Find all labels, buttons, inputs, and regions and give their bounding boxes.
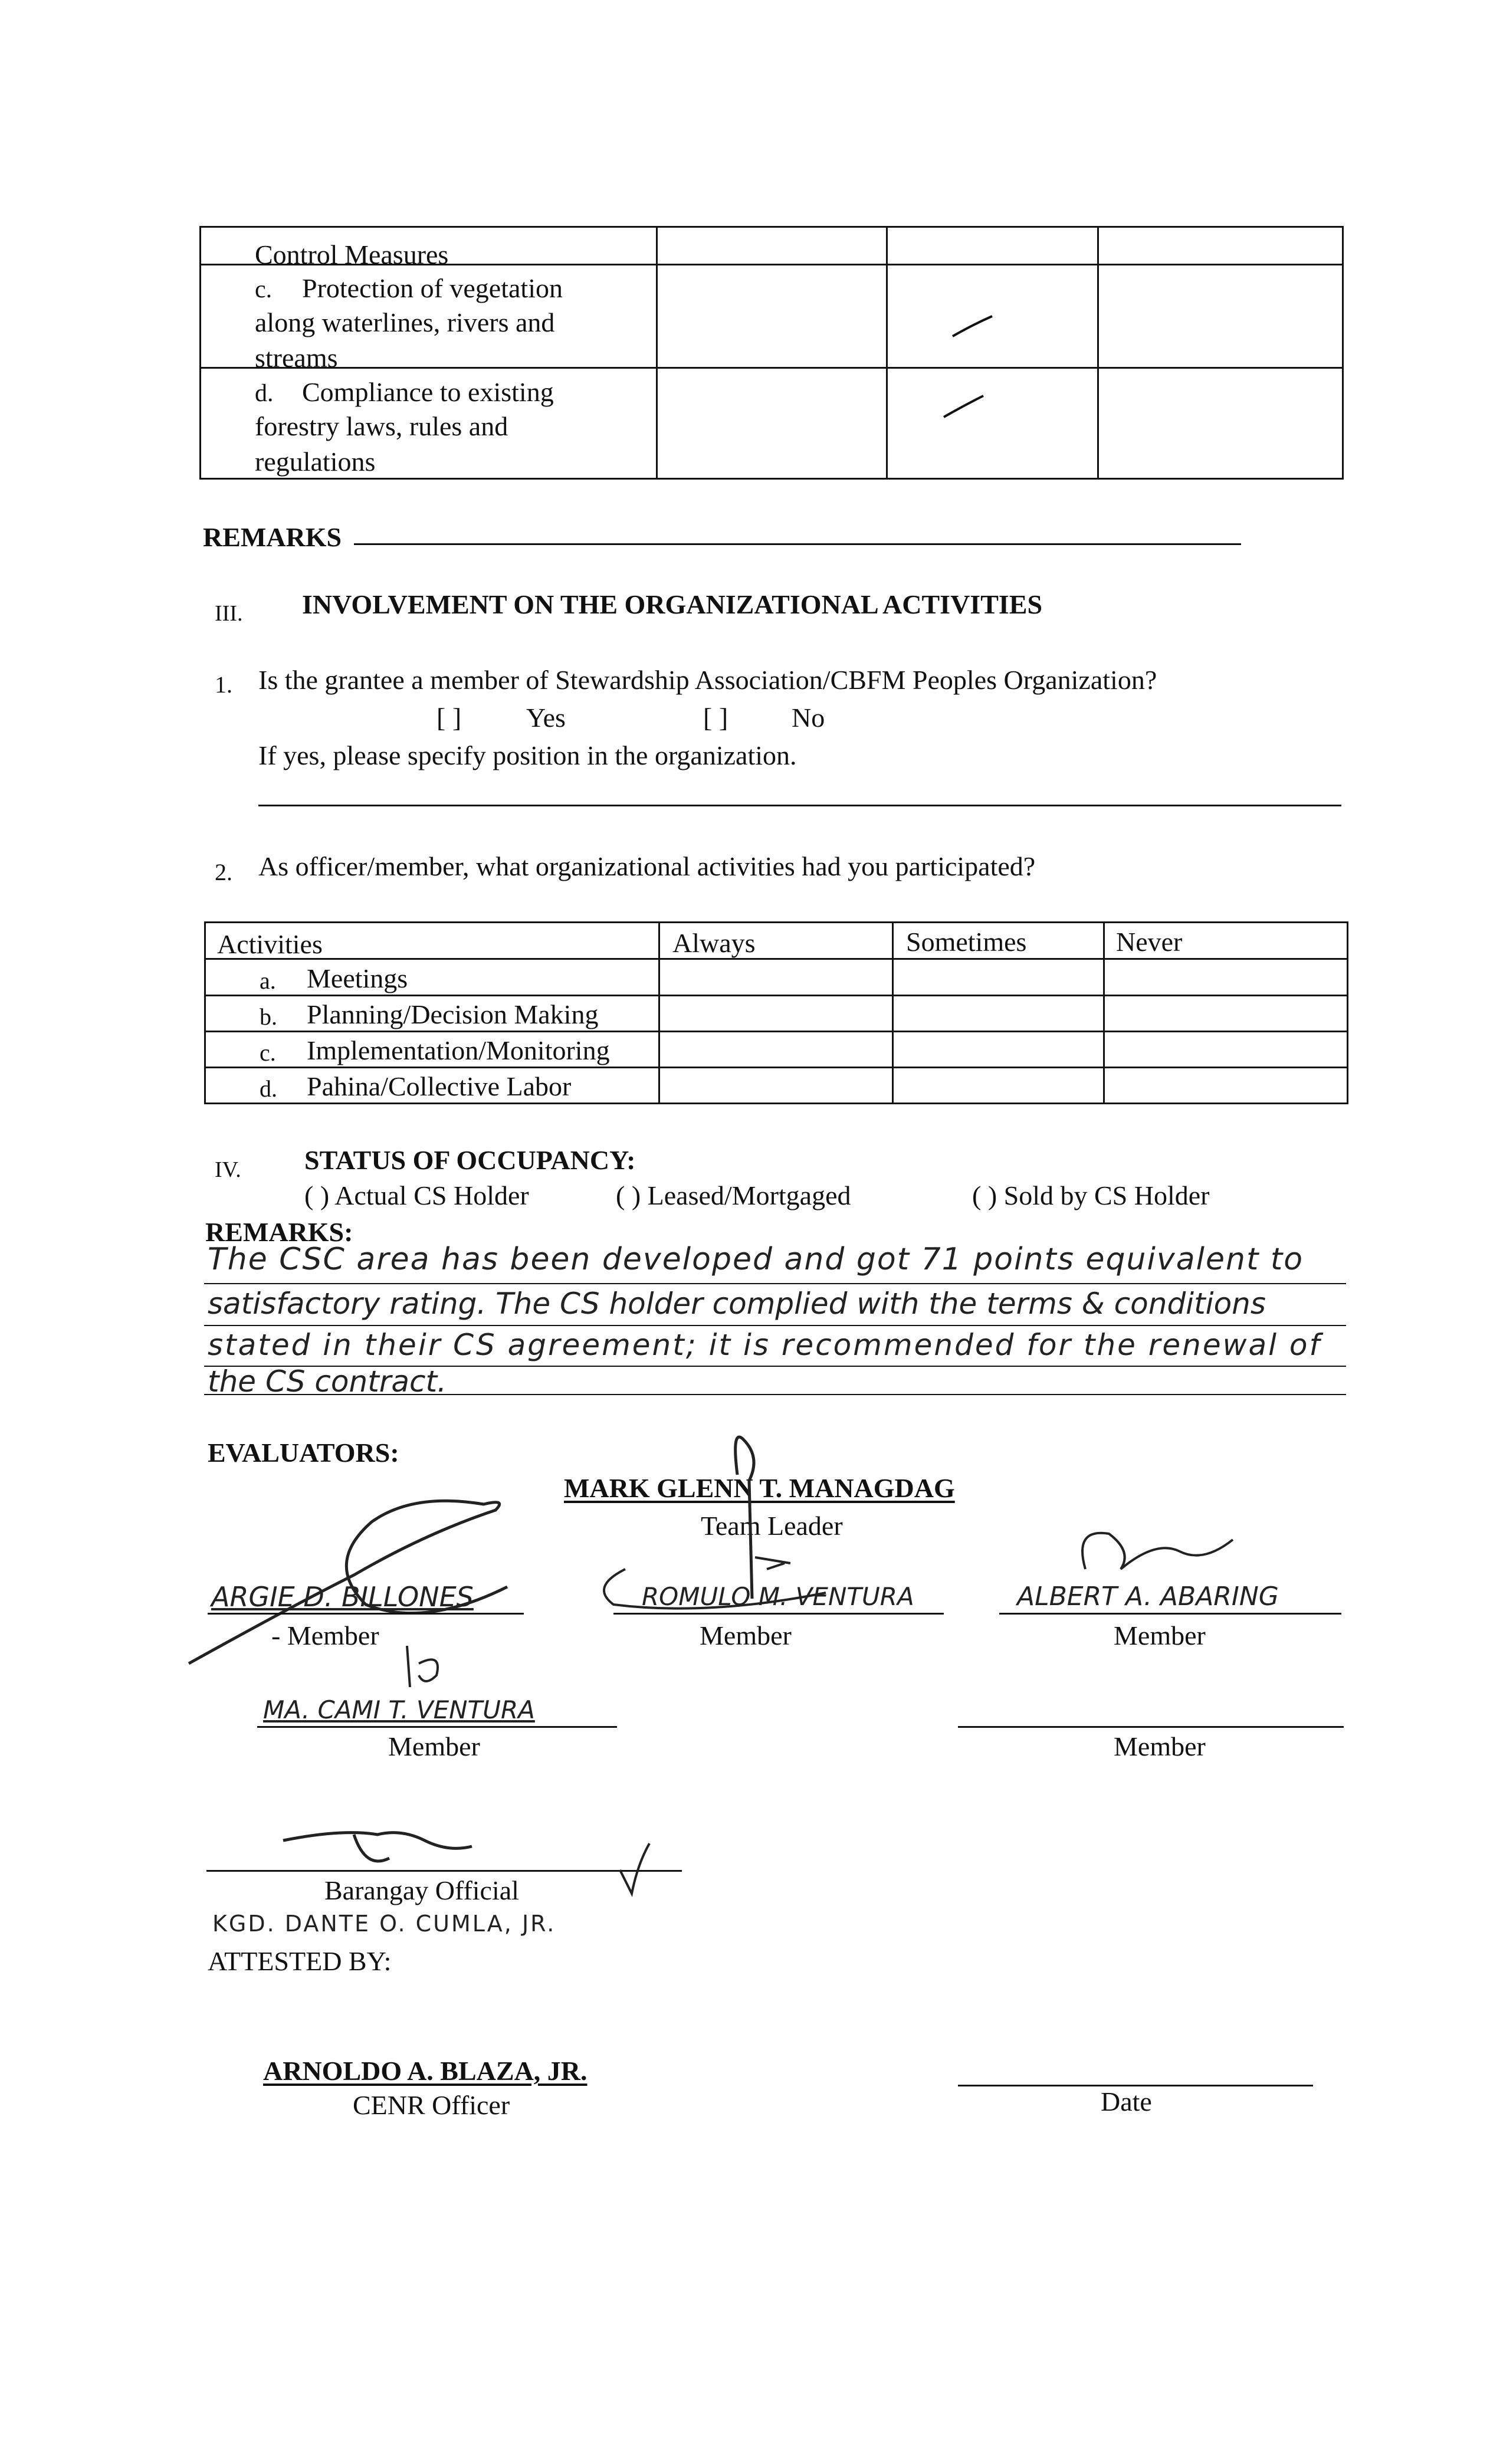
position-line (258, 805, 1341, 806)
member1-name: ARGIE D. BILLONES (211, 1581, 474, 1613)
member2-name: ROMULO M. VENTURA (642, 1582, 914, 1611)
barangay-official-signature (271, 1823, 495, 1876)
table2-row-a-letter: a. (260, 967, 276, 994)
cenr-officer-role: CENR Officer (353, 2090, 510, 2120)
member4-name: MA. CAMI T. VENTURA (263, 1695, 535, 1724)
section4-title: STATUS OF OCCUPANCY: (304, 1145, 636, 1175)
table2-row-c-letter: c. (260, 1039, 276, 1066)
table2-header-never: Never (1116, 927, 1183, 957)
table2-row-c-label: Implementation/Monitoring (307, 1035, 610, 1065)
barangay-official-name: KGD. DANTE O. CUMLA, JR. (212, 1911, 556, 1937)
remarks-hand-line2: satisfactory rating. The CS holder complied with the terms & conditions (208, 1287, 1266, 1321)
checkmark-icon (941, 392, 988, 422)
table2-row-d-label: Pahina/Collective Labor (307, 1071, 572, 1101)
table1-row-d-letter: d. (255, 380, 274, 407)
member2-role: Member (700, 1620, 792, 1651)
remarks-hand-line4: the CS contract. (208, 1364, 447, 1399)
table2-row-b-letter: b. (260, 1003, 277, 1030)
checkmark-icon (950, 313, 997, 342)
member1-role: - Member (271, 1620, 379, 1651)
member5-signature-line (958, 1726, 1344, 1728)
table2-row-b-label: Planning/Decision Making (307, 999, 599, 1029)
date-label: Date (1101, 2086, 1152, 2117)
team-leader-role: Team Leader (701, 1511, 843, 1541)
evaluators-label: EVALUATORS: (208, 1438, 399, 1468)
no-label: No (792, 703, 825, 733)
member5-role: Member (1114, 1731, 1206, 1761)
status-remarks-label: REMARKS: (205, 1217, 353, 1247)
table1-row-d-line1: Compliance to existing (302, 377, 554, 407)
member3-signature (1062, 1516, 1251, 1587)
remarks-hand-line1: The CSC area has been developed and got 71 points equivalent to (208, 1242, 1304, 1277)
member4-role: Member (388, 1731, 480, 1761)
table2-header-activities: Activities (217, 929, 323, 959)
member3-role: Member (1114, 1620, 1206, 1651)
table1-row-c-line3: streams (255, 343, 338, 373)
attested-by-label: ATTESTED BY: (208, 1946, 392, 1976)
cenr-officer-name: ARNOLDO A. BLAZA, JR. (263, 2056, 588, 2086)
section3-title: INVOLVEMENT ON THE ORGANIZATIONAL ACTIVITIES (302, 589, 1043, 619)
table2-row-d-letter: d. (260, 1075, 277, 1102)
member3-name: ALBERT A. ABARING (1017, 1582, 1279, 1612)
occupancy-option-actual[interactable]: ( ) Actual CS Holder (304, 1180, 529, 1210)
team-leader-name: MARK GLENN T. MANAGDAG (564, 1473, 955, 1503)
remarks-line (354, 543, 1241, 545)
table1-row-c-line1: Protection of vegetation (302, 273, 563, 303)
table2-header-always: Always (672, 928, 756, 958)
table1-row-d-line2: forestry laws, rules and (255, 411, 508, 441)
table1-row-d-line3: regulations (255, 447, 376, 477)
table2-header-sometimes: Sometimes (906, 927, 1027, 957)
remarks-hand-line3: stated in their CS agreement; it is recommended for the renewal of (208, 1328, 1322, 1362)
yes-label: Yes (526, 703, 566, 733)
question1-text: Is the grantee a member of Stewardship Association/CBFM Peoples Organization? (258, 665, 1157, 695)
question1-number: 1. (215, 671, 232, 698)
occupancy-option-sold[interactable]: ( ) Sold by CS Holder (972, 1180, 1210, 1210)
section3-number: III. (215, 601, 243, 626)
question2-number: 2. (215, 859, 232, 885)
yes-checkbox[interactable]: [ ] (437, 703, 462, 733)
table2-row-a-label: Meetings (307, 963, 408, 993)
table1-row-c-letter: c. (255, 276, 273, 303)
question2-text: As officer/member, what organizational activities had you participated? (258, 851, 1036, 881)
remarks-label: REMARKS (203, 522, 342, 552)
if-yes-text: If yes, please specify position in the organization. (258, 740, 797, 770)
barangay-official-role: Barangay Official (324, 1875, 519, 1905)
no-checkbox[interactable]: [ ] (703, 703, 728, 733)
occupancy-option-leased[interactable]: ( ) Leased/Mortgaged (616, 1180, 851, 1210)
section4-number: IV. (215, 1157, 241, 1182)
table1-row-control-measures: Control Measures (255, 239, 449, 270)
checkmark-icon (617, 1840, 652, 1899)
table1-row-c-line2: along waterlines, rivers and (255, 307, 555, 337)
